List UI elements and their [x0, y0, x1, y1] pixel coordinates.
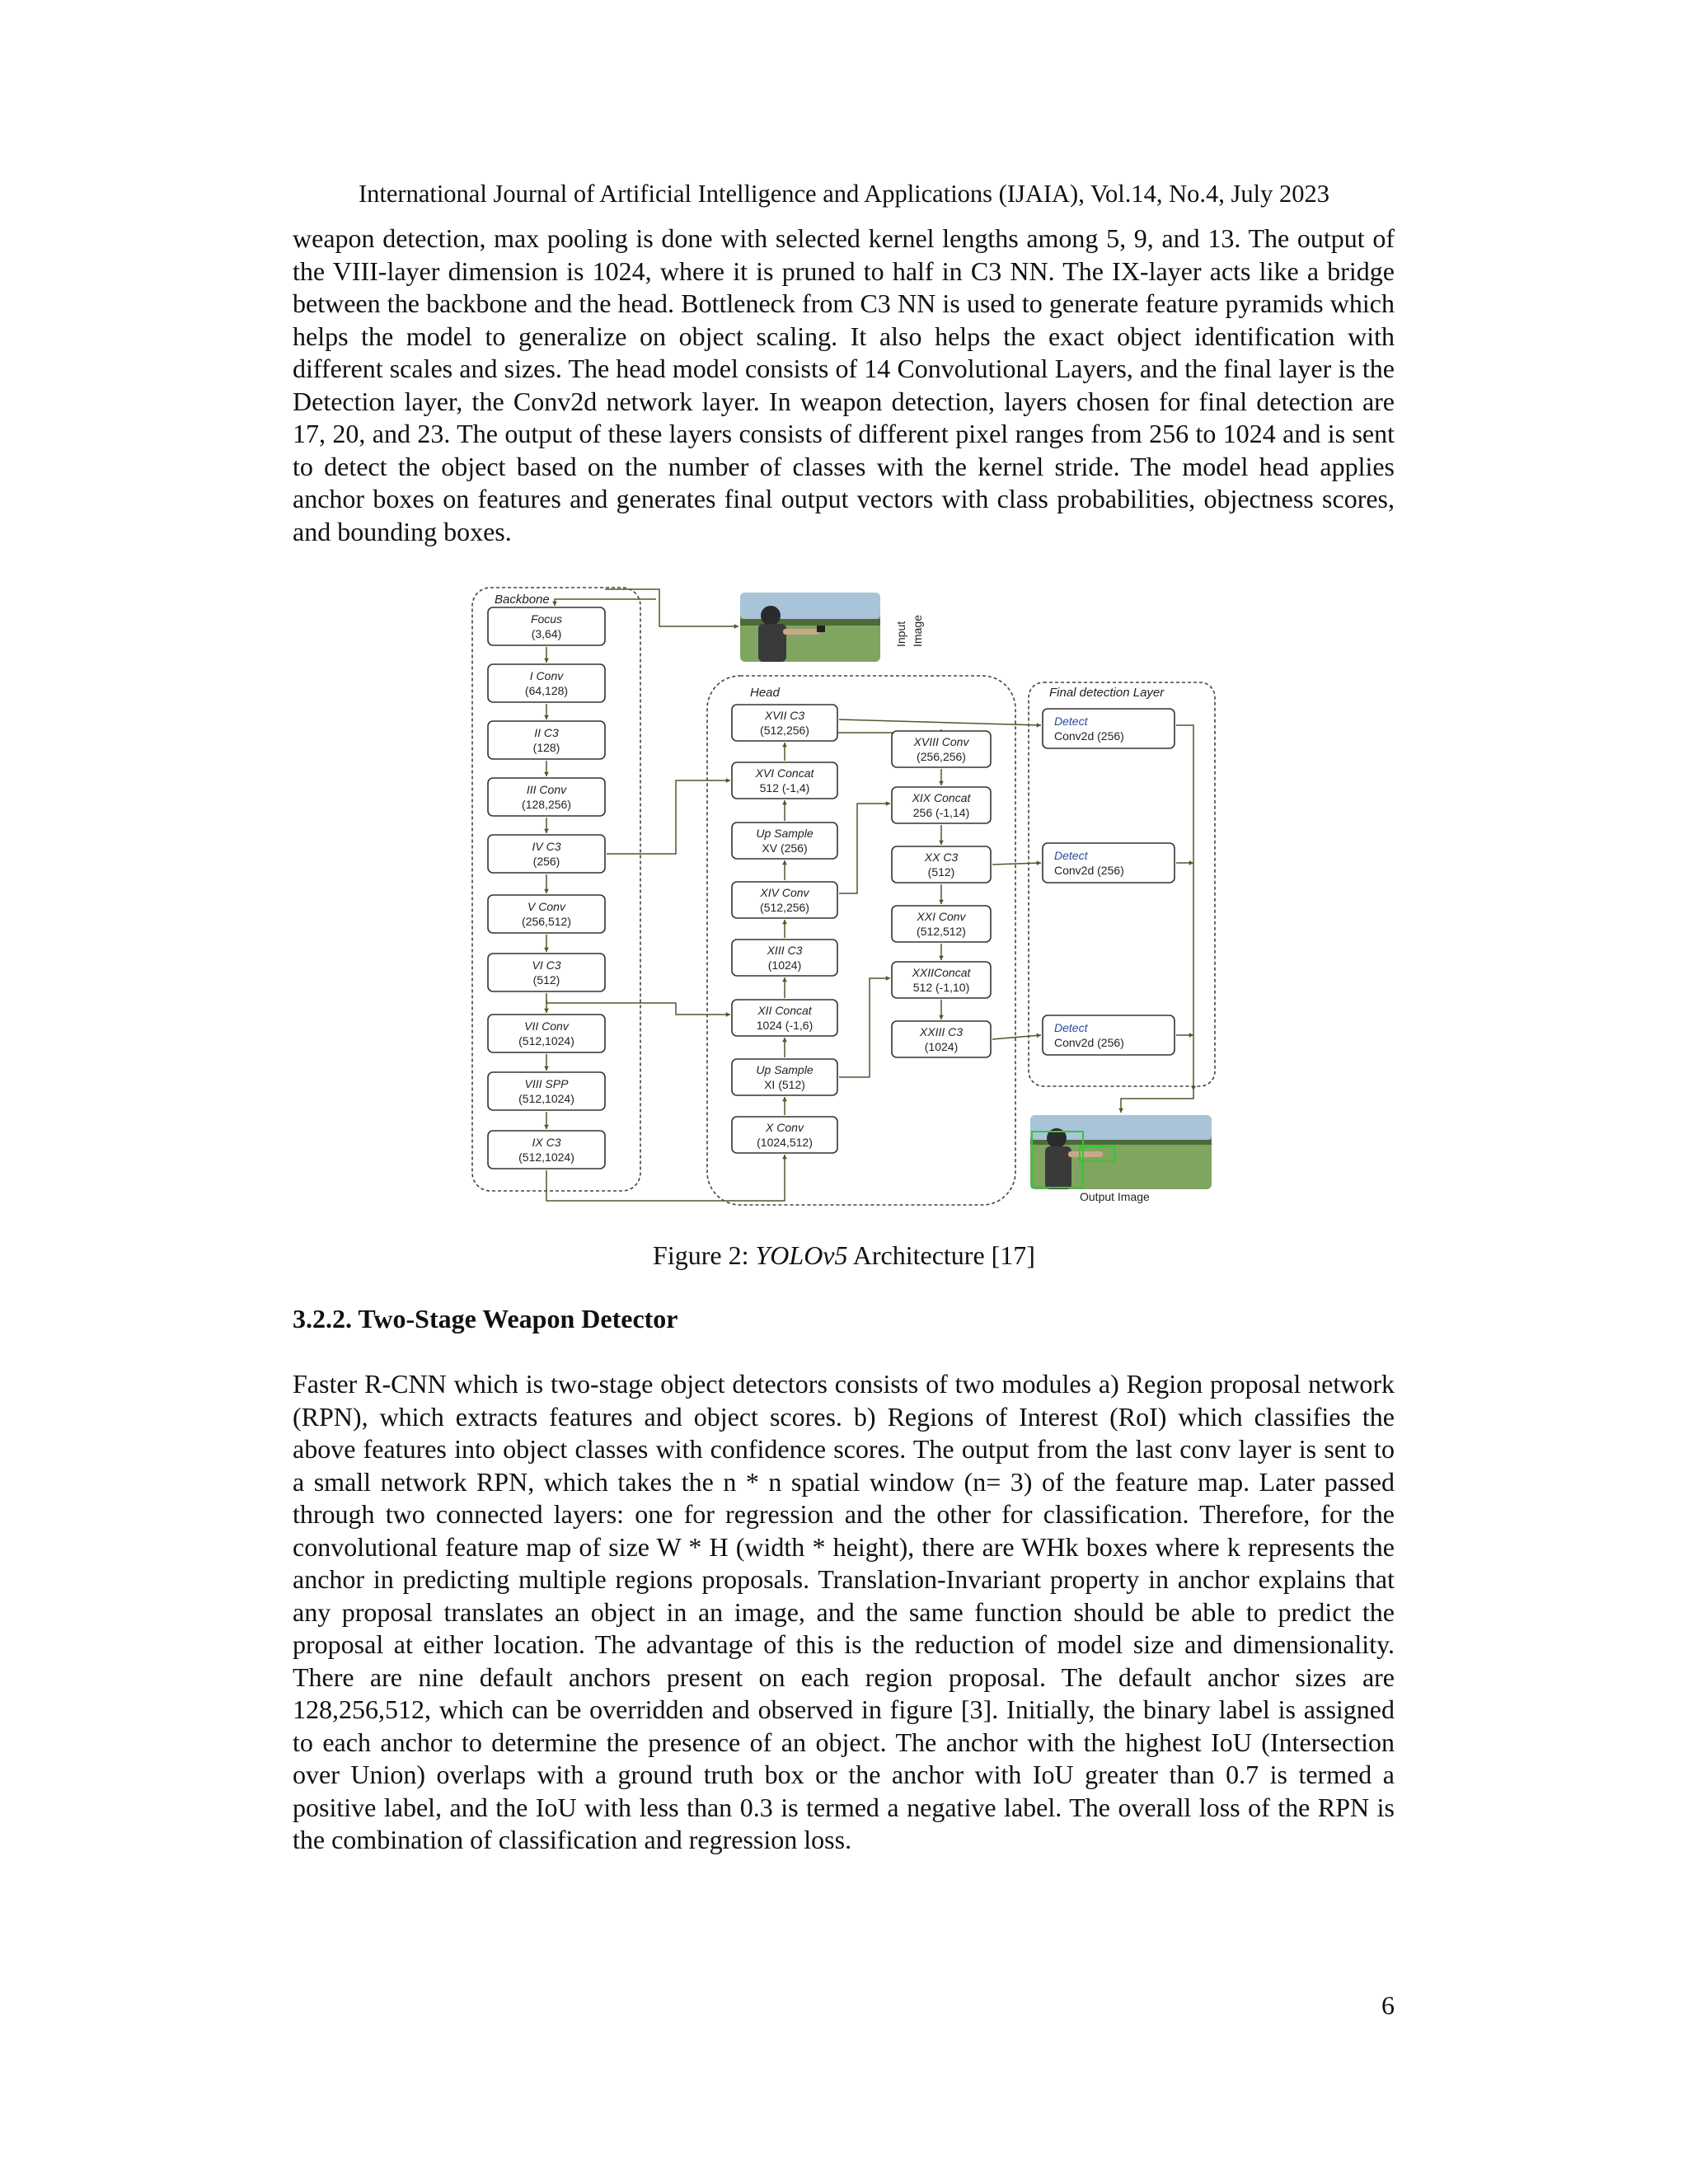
input-label-line2: Image [911, 615, 924, 647]
layer-name: Detect [1054, 715, 1088, 728]
layer-name: Up Sample [756, 827, 814, 840]
head-left-layer-box [732, 762, 837, 799]
head-left-layer-box [732, 1000, 837, 1036]
page-number: 6 [1381, 1990, 1395, 2020]
layer-params: Conv2d (256) [1054, 864, 1124, 877]
layer-params: (512,256) [760, 724, 809, 737]
layer-params: 256 (-1,14) [912, 806, 970, 819]
arrow-head [1189, 860, 1193, 865]
layer-params: (512,512) [917, 925, 966, 938]
layer-params: (1024) [767, 958, 802, 972]
layer-name: X Conv [766, 1121, 804, 1134]
arrow-head [939, 1015, 944, 1019]
input-to-focus [555, 599, 656, 606]
arrow-head [886, 801, 890, 806]
layer-params: 512 (-1,4) [759, 781, 810, 794]
iv-to-xvi [607, 780, 730, 854]
layer-params: (1024) [924, 1040, 959, 1053]
output-image [1030, 1115, 1212, 1189]
backbone-title: Backbone [495, 593, 550, 607]
backbone-layer-box [488, 778, 605, 816]
input-label-line1: Input [894, 621, 907, 647]
arrow-head [544, 829, 549, 833]
xx-to-detect [992, 863, 1041, 865]
head-title: Head [750, 686, 780, 700]
layer-params: XV (256) [762, 841, 808, 855]
layer-name: XXIIConcat [912, 966, 971, 979]
body-paragraph-1 [293, 223, 1395, 548]
backbone-layer-box [488, 1131, 605, 1169]
head-right-layer-box [892, 906, 991, 942]
final-detection-title: Final detection Layer [1049, 686, 1165, 700]
arrow-head [939, 900, 944, 904]
arrow-head [544, 658, 549, 663]
input-to-backbone [605, 589, 738, 626]
layer-params: 512 (-1,10) [912, 981, 970, 994]
layer-name: XX C3 [924, 851, 959, 864]
backbone-layer-box [488, 664, 605, 702]
head-left-layer-box [732, 1117, 837, 1153]
layer-name: XXI Conv [917, 910, 966, 923]
body-paragraph-2 [293, 1368, 1395, 1857]
architecture-diagram [470, 581, 1220, 1206]
layer-name: XIX Concat [912, 791, 971, 804]
section-heading: 3.2.2. Two-Stage Weapon Detector [293, 1304, 678, 1333]
head-left-layer-box [732, 882, 837, 918]
journal-header: International Journal of Artificial Intelligence and Applications (IJAIA), Vol.14, No.4, July 2023 [359, 180, 1329, 208]
head-right-layer-box [892, 846, 991, 883]
head-left-layer-box [732, 940, 837, 976]
layer-params: 1024 (-1,6) [756, 1019, 814, 1032]
arrow-head [782, 800, 787, 804]
layer-name: XIV Conv [760, 886, 809, 899]
layer-name: XII Concat [757, 1004, 812, 1017]
backbone-layer-box [488, 607, 605, 645]
head-left-layer-box [732, 705, 837, 741]
backbone-layer-box [488, 1072, 605, 1110]
detect-layer-box [1043, 1015, 1175, 1055]
arrow-head [939, 956, 944, 960]
figure-caption [0, 1240, 1688, 1271]
layer-params: (512,1024) [518, 1092, 574, 1105]
layer-name: VI C3 [532, 958, 561, 972]
caption-prefix: Figure 2: [653, 1240, 756, 1270]
arrow-head [544, 889, 549, 893]
arrow-head [939, 781, 944, 785]
arrow-head [1191, 1086, 1196, 1090]
layer-params: (128,256) [522, 798, 571, 811]
layer-name: IX C3 [532, 1136, 561, 1149]
layer-name: Up Sample [756, 1063, 814, 1076]
layer-params: (512) [927, 865, 955, 879]
layer-name: Detect [1054, 849, 1088, 862]
backbone-layer-box [488, 721, 605, 759]
arrow-head [782, 860, 787, 865]
paragraph-text: Faster R-CNN which is two-stage object detectors consists of two modules a) Region proposal network (RPN), which extracts features and object scores. b) Regions of Interest (RoI) which classifies the above features into object classes with confidence scores. The output from the last conv layer is sent to a small network RPN, which takes the n * n spatial window (n= 3) of the feature map. Later passed through two connected layers: one for regression and the other for classification. Therefore, for the convolutional feature map of size W * H (width * height), there are WHk boxes where k represents the anchor in predicting multiple regions proposals. Translation-Invariant property in anchor explains that any proposal translates an object in an image, and the same function should be able to predict the proposal at either location. The advantage of this is the reduction of model size and dimensionality. There are nine default anchors present on each region proposal. The default anchor sizes are 128,256,512, which can be overridden and observed in figure [3]. Initially, the binary label is assigned to each anchor to determine the presence of an object. The anchor with the highest IoU (Intersection over Union) overlaps with a ground truth box or the anchor with IoU greater than 0.7 is termed a positive label, and the IoU with less than 0.3 is termed a negative label. The overall loss of the RPN is the combination of classification and regression loss. [293, 1369, 1395, 1854]
layer-params: (512,1024) [518, 1034, 574, 1047]
layer-params: (3,64) [531, 627, 562, 640]
yolov5-architecture-figure [470, 581, 1220, 1206]
arrow-head [726, 1012, 730, 1017]
head-right-layer-box [892, 731, 991, 767]
xi-to-xxii [839, 978, 890, 1077]
arrow-head [1037, 723, 1041, 728]
layer-params: XI (512) [764, 1078, 805, 1091]
output-image-label: Output Image [1080, 1190, 1150, 1203]
arrow-head [782, 1038, 787, 1042]
arrow-head [544, 1066, 549, 1071]
layer-params: Conv2d (256) [1054, 729, 1124, 743]
layer-params: (256) [532, 855, 560, 868]
detect-layer-box [1043, 843, 1175, 883]
layer-name: II C3 [534, 726, 559, 739]
layer-name: VIII SPP [524, 1077, 569, 1090]
arrow-head [544, 772, 549, 776]
layer-params: (256,256) [917, 750, 966, 763]
arrow-head [886, 976, 890, 981]
head-right-layer-box [892, 787, 991, 823]
arrow-head [782, 920, 787, 924]
layer-name: XXIII C3 [919, 1025, 964, 1038]
detect-layer-box [1043, 709, 1175, 748]
layer-name: Detect [1054, 1021, 1088, 1034]
layer-name: V Conv [528, 900, 565, 913]
backbone-layer-box [488, 835, 605, 873]
arrow-head [1189, 1033, 1193, 1038]
layer-params: (512) [532, 973, 560, 987]
arrow-head [552, 602, 557, 606]
arrow-head [544, 1009, 549, 1013]
head-left-layer-box [732, 1059, 837, 1095]
arrow-head [782, 743, 787, 747]
layer-name: III Conv [526, 783, 567, 796]
vi-to-xii [546, 1000, 730, 1015]
xvii-to-detect [839, 719, 1041, 725]
backbone-layer-box [488, 954, 605, 991]
arrow-head [734, 624, 738, 629]
layer-params: (512,256) [760, 901, 809, 914]
layer-name: IV C3 [532, 840, 561, 853]
xiv-to-xix [839, 804, 890, 893]
arrow-head [544, 715, 549, 719]
layer-params: (64,128) [524, 684, 569, 697]
backbone-layer-box [488, 1015, 605, 1052]
paragraph-text: weapon detection, max pooling is done with selected kernel lengths among 5, 9, and 13. The output of the VIII-layer dimension is 1024, where it is pruned to half in C3 NN. The IX-layer acts like a bridge between the backbone and the head. Bottleneck from C3 NN is used to generate feature pyramids which helps the model to generalize on object scaling. It also helps the exact object identification with different scales and sizes. The head model consists of 14 Convolutional Layers, and the final layer is the Detection layer, the Conv2d network layer. In weapon detection, layers chosen for final detection are 17, 20, and 23. The output of these layers consists of different pixel ranges from 256 to 1024 and is sent to detect the object based on the number of classes with the kernel stride. The model head applies anchor boxes on features and generates final output vectors with class probabilities, objectness scores, and bounding boxes. [293, 223, 1395, 546]
arrow-head [1037, 1033, 1041, 1038]
arrow-head [544, 948, 549, 952]
layer-name: XVI Concat [755, 766, 814, 780]
arrow-head [939, 841, 944, 845]
layer-params: (256,512) [522, 915, 571, 928]
layer-params: Conv2d (256) [1054, 1036, 1124, 1049]
arrow-head [544, 1125, 549, 1129]
arrow-head [782, 1097, 787, 1101]
layer-name: XVIII Conv [913, 735, 969, 748]
input-image [740, 593, 880, 662]
caption-model-name: YOLOv5 [755, 1240, 848, 1270]
xxiii-to-detect [992, 1035, 1041, 1039]
caption-suffix: Architecture [17] [847, 1240, 1035, 1270]
connector-arrows [544, 589, 1196, 1201]
head-right-layer-box [892, 1021, 991, 1057]
arrow-head [1118, 1108, 1123, 1113]
arrow-head [726, 778, 730, 783]
layer-params: (1024,512) [757, 1136, 813, 1149]
layer-params: (128) [532, 741, 560, 754]
layer-name: Focus [530, 612, 563, 626]
backbone-layer-box [488, 895, 605, 933]
arrow-head [782, 1155, 787, 1159]
detect-to-output [1121, 1090, 1193, 1113]
head-left-layer-box [732, 823, 837, 859]
head-right-layer-box [892, 962, 991, 998]
arrow-head [1037, 860, 1041, 865]
layer-name: I Conv [529, 669, 564, 682]
layer-name: XVII C3 [764, 709, 805, 722]
layer-params: (512,1024) [518, 1151, 574, 1164]
arrow-head [782, 977, 787, 982]
layer-name: VII Conv [524, 1019, 569, 1033]
layer-name: XIII C3 [767, 944, 803, 957]
